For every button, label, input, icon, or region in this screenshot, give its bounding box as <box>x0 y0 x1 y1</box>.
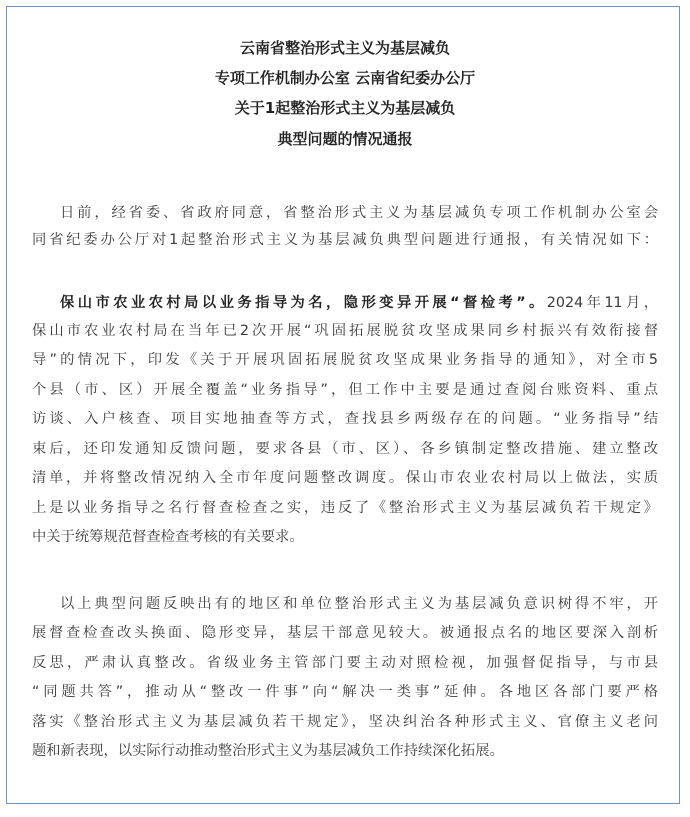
case-line: 个县（市、区）开展全覆盖“业务指导”，但工作中主要是通过查阅台账资料、重点 <box>32 382 658 398</box>
case-lead-bold: 保山市农业农村局以业务指导为名，隐形变异开展“督检考”。 <box>60 295 547 311</box>
case-line: 中关于统筹规范督查检查考核的有关要求。 <box>32 529 304 545</box>
conclusion-line: 落实《整治形式主义为基层减负若干规定》，坚决纠治各种形式主义、官僚主义老问 <box>32 714 658 730</box>
title-line-1: 云南省整治形式主义为基层减负 <box>239 39 450 57</box>
case-line: 清单，并将整改情况纳入全市年度问题整改调度。保山市农业农村局以上做法，实质 <box>32 470 658 486</box>
conclusion-line: 以上典型问题反映出有的地区和单位整治形式主义为基层减负意识树得不牢，开 <box>60 596 658 612</box>
conclusion-line: 题和新表现，以实际行动推动整治形式主义为基层减负工作持续深化拓展。 <box>32 743 504 759</box>
case-line: 束后，还印发通知反馈问题，要求各县（市、区）、各乡镇制定整改措施、建立整改 <box>32 441 658 457</box>
conclusion-line: “同题共答”，推动从“整改一件事”向“解决一类事”延伸。各地区各部门要严格 <box>32 684 658 700</box>
intro-line: 同省纪委办公厅对1起整治形式主义为基层减负典型问题进行通报，有关情况如下： <box>32 232 658 248</box>
title-line-3: 关于1起整治形式主义为基层减负 <box>234 99 456 117</box>
conclusion-line: 展督查检查改头换面、隐形变异，基层干部意见较大。被通报点名的地区要深入剖析 <box>32 625 658 641</box>
title-line-2: 专项工作机制办公室 云南省纪委办公厅 <box>214 69 476 87</box>
case-line: 保山市农业农村局在当年已2次开展“巩固拓展脱贫攻坚成果同乡村振兴有效衔接督 <box>32 323 658 339</box>
case-lead-line <box>60 293 658 313</box>
case-line: 导”的情况下，印发《关于开展巩固拓展脱贫攻坚成果业务指导的通知》，对全市5 <box>32 352 658 368</box>
case-line: 上是以业务指导之名行督查检查之实，违反了《整治形式主义为基层减负若干规定》 <box>32 500 658 516</box>
case-lead-rest: 2024年11月， <box>546 295 659 311</box>
case-line: 访谈、入户核查、项目实地抽查等方式，查找县乡两级存在的问题。“业务指导”结 <box>32 411 658 427</box>
title-line-4: 典型问题的情况通报 <box>277 130 413 148</box>
intro-line: 日前，经省委、省政府同意，省整治形式主义为基层减负专项工作机制办公室会 <box>60 205 658 221</box>
conclusion-line: 反思，严肃认真整改。省级业务主管部门要主动对照检视，加强督促指导，与市县 <box>32 655 658 671</box>
